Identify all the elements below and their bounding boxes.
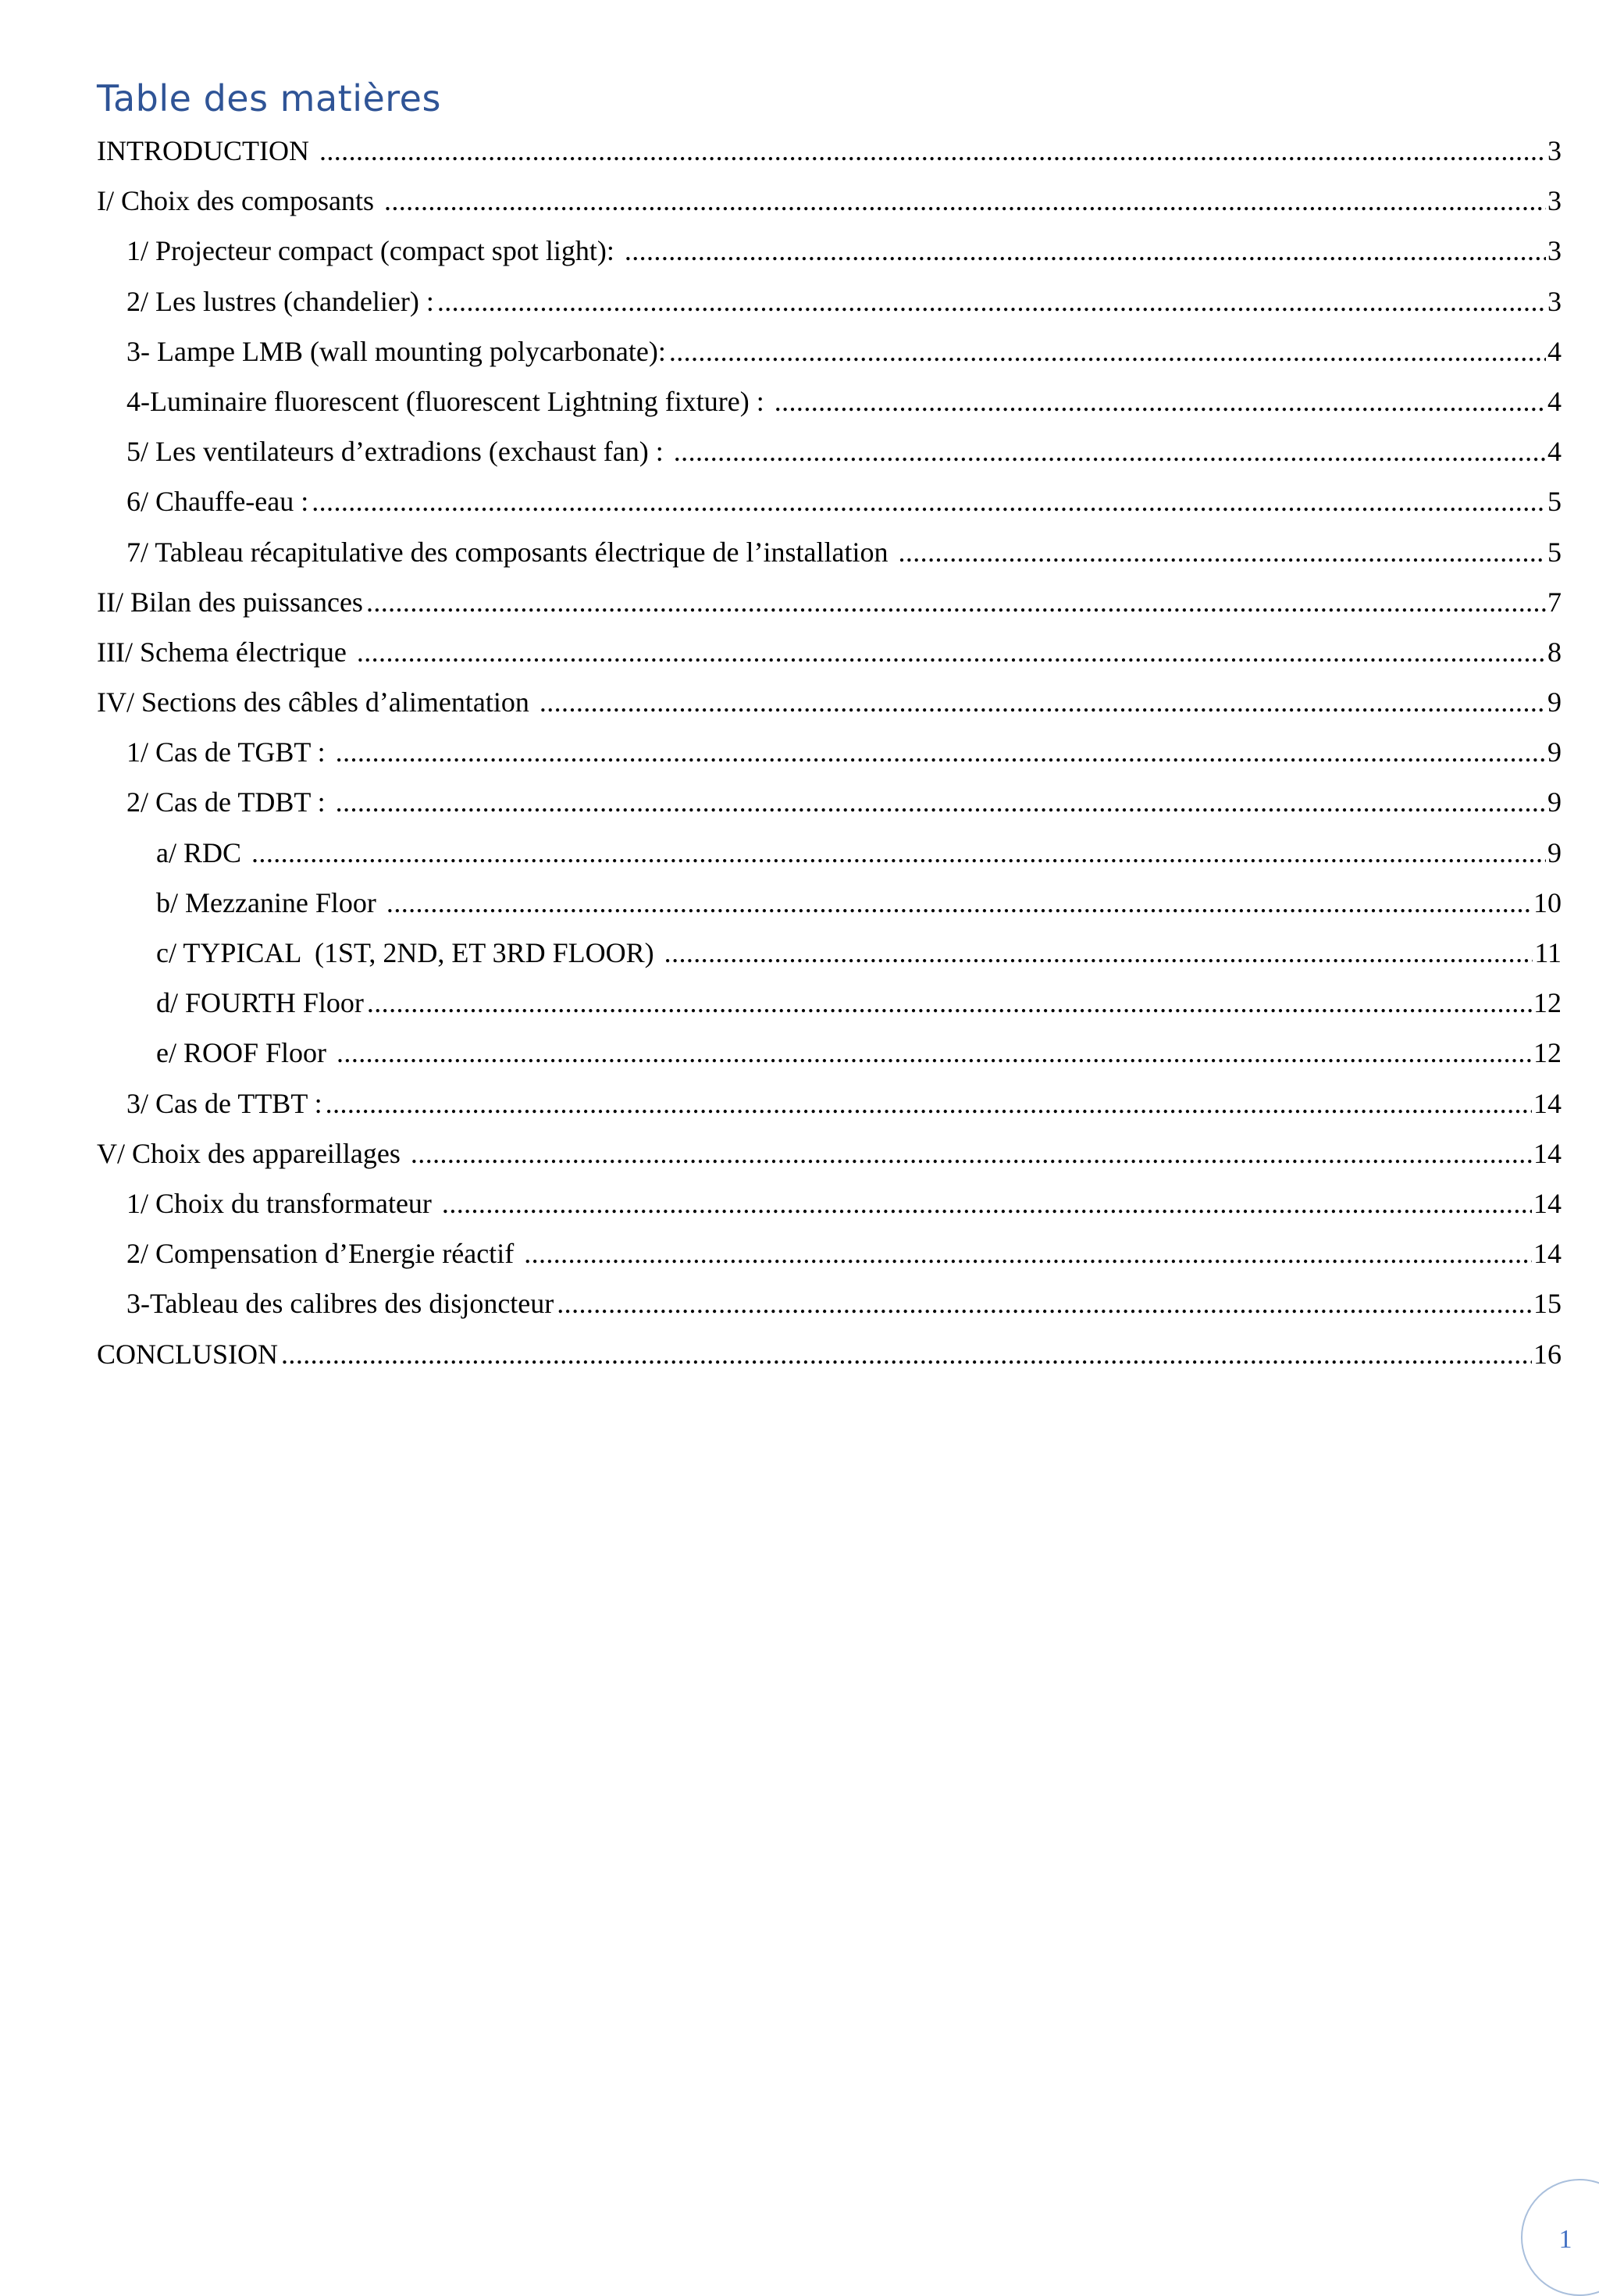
toc-entry[interactable] (97, 176, 1562, 226)
toc-entry-page-number: 9 (1547, 786, 1562, 818)
toc-entry[interactable] (97, 928, 1562, 978)
toc-entry-label: 6/ Chauffe-eau : (126, 486, 309, 518)
toc-entry-page-number: 5 (1547, 486, 1562, 518)
toc-entry[interactable] (97, 1178, 1562, 1228)
toc-entry[interactable] (97, 476, 1562, 526)
toc-entry[interactable] (97, 878, 1562, 928)
toc-entry-page-number: 7 (1547, 586, 1562, 618)
toc-entry-label: III/ Schema électrique (97, 636, 354, 668)
toc-entry-label: 1/ Cas de TGBT : (126, 736, 333, 768)
toc-entry-label: 3- Lampe LMB (wall mounting polycarbonate): (126, 335, 666, 367)
toc-entry-label: 1/ Projecteur compact (compact spot light): (126, 235, 621, 267)
toc-entry-label: d/ FOURTH Floor (156, 987, 364, 1019)
dot-leader (337, 1028, 1532, 1078)
toc-entry-page-number: 14 (1533, 1087, 1562, 1119)
toc-entry-page-number: 15 (1533, 1288, 1562, 1320)
toc-entry[interactable] (97, 577, 1562, 627)
toc-entry-label: 4-Luminaire fluorescent (fluorescent Lightning fixture) : (126, 385, 771, 417)
toc-entry-label: 2/ Cas de TDBT : (126, 786, 333, 818)
toc-entry-label: V/ Choix des appareillages (97, 1137, 408, 1169)
toc-entry[interactable] (97, 677, 1562, 727)
toc-entry-page-number: 9 (1547, 836, 1562, 868)
dot-leader (319, 126, 1546, 176)
toc-entry-label: a/ RDC (156, 836, 249, 868)
dot-leader (251, 828, 1546, 878)
page-number: 1 (1558, 2225, 1572, 2254)
toc-entry-label: c/ TYPICAL (1ST, 2ND, ET 3RD FLOOR) (156, 937, 661, 968)
toc-entry[interactable] (97, 226, 1562, 276)
toc-entry-page-number: 3 (1547, 185, 1562, 217)
dot-leader (336, 727, 1546, 777)
toc-entry-page-number: 3 (1547, 135, 1562, 166)
dot-leader (312, 476, 1546, 526)
toc-entry[interactable] (97, 627, 1562, 677)
toc-entry-label: 3/ Cas de TTBT : (126, 1087, 322, 1119)
toc-entry-page-number: 12 (1533, 987, 1562, 1019)
toc-entry[interactable] (97, 1078, 1562, 1128)
toc-entry-page-number: 5 (1547, 536, 1562, 568)
toc-entry-page-number: 8 (1547, 636, 1562, 668)
dot-leader (384, 176, 1546, 226)
toc-entry-label: 3-Tableau des calibres des disjoncteur (126, 1288, 554, 1320)
toc-entry-label: 2/ Compensation d’Energie réactif (126, 1238, 522, 1270)
dot-leader (898, 527, 1546, 577)
toc-entry[interactable] (97, 376, 1562, 426)
toc-entry[interactable] (97, 1329, 1562, 1379)
toc-entry-page-number: 3 (1547, 235, 1562, 267)
toc-entry[interactable] (97, 1028, 1562, 1078)
toc-entry[interactable] (97, 276, 1562, 326)
toc-entry[interactable] (97, 777, 1562, 827)
dot-leader (669, 326, 1546, 376)
toc-entry-page-number: 12 (1533, 1037, 1562, 1069)
dot-leader (437, 276, 1546, 326)
dot-leader (674, 426, 1546, 476)
dot-leader (386, 878, 1532, 928)
toc-entry[interactable] (97, 1128, 1562, 1178)
dot-leader (625, 226, 1546, 276)
toc-entry-page-number: 4 (1547, 436, 1562, 468)
toc-entry-page-number: 14 (1533, 1137, 1562, 1169)
toc-entry-page-number: 10 (1533, 886, 1562, 918)
toc-entry-page-number: 16 (1533, 1338, 1562, 1370)
toc-entry-label: CONCLUSION (97, 1338, 279, 1370)
toc-entry-label: 2/ Les lustres (chandelier) : (126, 285, 434, 317)
toc-entry-page-number: 14 (1533, 1238, 1562, 1270)
table-of-contents (97, 126, 1562, 1379)
toc-entry-label: 1/ Choix du transformateur (126, 1187, 439, 1219)
toc-entry-page-number: 11 (1534, 937, 1562, 968)
toc-entry[interactable] (97, 126, 1562, 176)
toc-entry-page-number: 4 (1547, 385, 1562, 417)
dot-leader (411, 1128, 1532, 1178)
toc-entry-page-number: 9 (1547, 686, 1562, 718)
toc-entry-label: I/ Choix des composants (97, 185, 381, 217)
toc-entry[interactable] (97, 1228, 1562, 1278)
toc-entry[interactable] (97, 426, 1562, 476)
toc-entry-label: b/ Mezzanine Floor (156, 886, 383, 918)
toc-entry-label: e/ ROOF Floor (156, 1037, 334, 1069)
toc-entry-label: 5/ Les ventilateurs d’extradions (exchaust fan) : (126, 436, 671, 468)
dot-leader (557, 1278, 1532, 1328)
toc-entry-label: II/ Bilan des puissances (97, 586, 363, 618)
dot-leader (664, 928, 1533, 978)
dot-leader (366, 577, 1546, 627)
dot-leader (336, 777, 1546, 827)
toc-entry[interactable] (97, 326, 1562, 376)
dot-leader (281, 1329, 1532, 1379)
dot-leader (775, 376, 1546, 426)
dot-leader (357, 627, 1546, 677)
dot-leader (524, 1228, 1532, 1278)
toc-entry[interactable] (97, 978, 1562, 1028)
toc-entry-label: INTRODUCTION (97, 135, 316, 166)
toc-entry-page-number: 3 (1547, 285, 1562, 317)
dot-leader (540, 677, 1546, 727)
dot-leader (367, 978, 1532, 1028)
toc-entry[interactable] (97, 828, 1562, 878)
toc-entry[interactable] (97, 527, 1562, 577)
toc-entry-label: 7/ Tableau récapitulative des composants électrique de l’installation (126, 536, 896, 568)
dot-leader (442, 1178, 1532, 1228)
toc-heading: Table des matières (97, 77, 441, 119)
toc-entry-label: IV/ Sections des câbles d’alimentation (97, 686, 536, 718)
toc-entry-page-number: 4 (1547, 335, 1562, 367)
toc-entry[interactable] (97, 1278, 1562, 1328)
toc-entry[interactable] (97, 727, 1562, 777)
dot-leader (326, 1078, 1532, 1128)
toc-entry-page-number: 9 (1547, 736, 1562, 768)
toc-entry-page-number: 14 (1533, 1187, 1562, 1219)
